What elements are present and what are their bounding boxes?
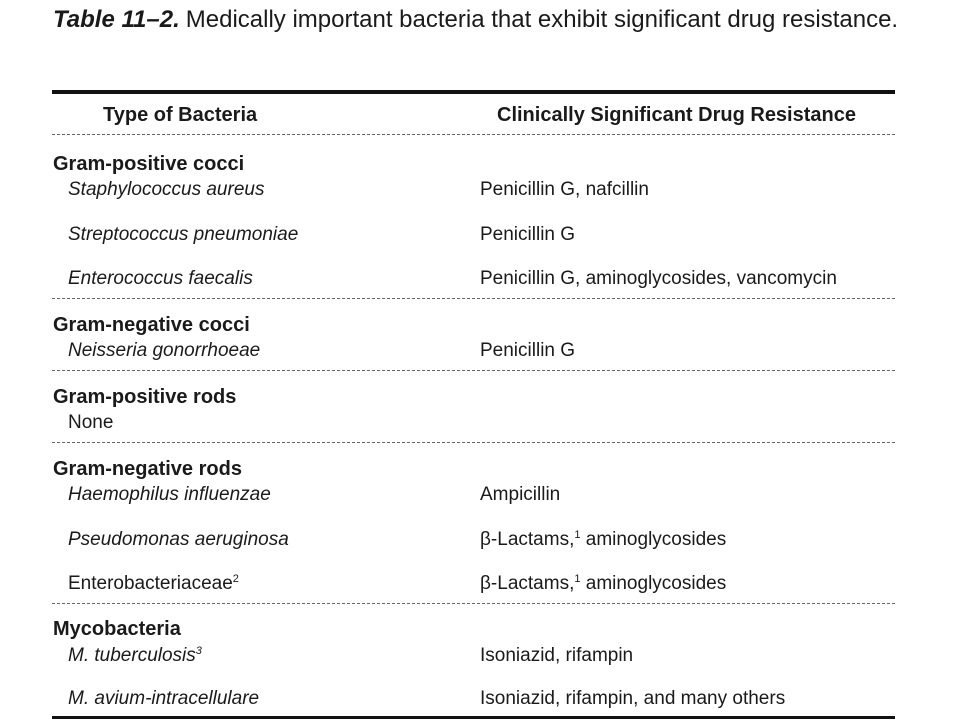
- caption-text: Medically important bacteria that exhibit significant drug resistance.: [185, 6, 899, 33]
- resistance-enterococcus-faecalis: Penicillin G, aminoglycosides, vancomycin: [480, 268, 837, 289]
- group-divider: [52, 298, 895, 299]
- footnote-marker: 1: [574, 573, 581, 585]
- group-divider: [52, 603, 895, 604]
- organism-none: None: [68, 412, 114, 433]
- footnote-marker: 2: [232, 573, 239, 585]
- resistance-text-rest: aminoglycosides: [585, 529, 727, 550]
- organism-enterobacteriaceae: [68, 571, 239, 597]
- organism-m-tuberculosis: [68, 643, 202, 669]
- header-divider: [52, 134, 895, 135]
- group-title-mycobacteria: Mycobacteria: [53, 618, 181, 640]
- organism-neisseria-gonorrhoeae: Neisseria gonorrhoeae: [68, 340, 261, 361]
- resistance-text: β-Lactams,: [480, 573, 575, 594]
- column-header-resistance: Clinically Significant Drug Resistance: [497, 104, 856, 126]
- table-number: Table 11–2.: [53, 6, 180, 33]
- table-bottom-rule: [52, 716, 895, 719]
- footnote-marker: 1: [574, 529, 581, 541]
- organism-m-avium-intracellulare: M. avium-intracellulare: [68, 688, 260, 709]
- group-title-gram-negative-rods: Gram-negative rods: [53, 458, 242, 480]
- organism-text: M. tuberculosis: [68, 645, 196, 666]
- group-title-gram-negative-cocci: Gram-negative cocci: [53, 314, 250, 336]
- organism-streptococcus-pneumoniae: Streptococcus pneumoniae: [68, 224, 299, 245]
- resistance-haemophilus-influenzae: Ampicillin: [480, 484, 561, 505]
- resistance-staphylococcus-aureus: Penicillin G, nafcillin: [480, 179, 649, 200]
- table-caption: [53, 4, 913, 36]
- group-divider: [52, 370, 895, 371]
- organism-enterococcus-faecalis: Enterococcus faecalis: [68, 268, 253, 289]
- resistance-m-avium-intracellulare: Isoniazid, rifampin, and many others: [480, 688, 786, 709]
- organism-staphylococcus-aureus: Staphylococcus aureus: [68, 179, 265, 200]
- table-top-rule: [52, 90, 895, 94]
- organism-text: Enterobacteriaceae: [68, 573, 233, 594]
- group-title-gram-positive-cocci: Gram-positive cocci: [53, 153, 245, 175]
- organism-pseudomonas-aeruginosa: Pseudomonas aeruginosa: [68, 529, 289, 550]
- group-title-gram-positive-rods: Gram-positive rods: [53, 386, 237, 408]
- resistance-pseudomonas-aeruginosa: [480, 527, 726, 553]
- resistance-text-rest: aminoglycosides: [585, 573, 727, 594]
- footnote-marker: 3: [195, 645, 202, 657]
- organism-haemophilus-influenzae: Haemophilus influenzae: [68, 484, 271, 505]
- resistance-m-tuberculosis: Isoniazid, rifampin: [480, 645, 634, 666]
- resistance-text: β-Lactams,: [480, 529, 575, 550]
- resistance-enterobacteriaceae: [480, 571, 726, 597]
- column-header-bacteria: Type of Bacteria: [103, 104, 258, 126]
- resistance-streptococcus-pneumoniae: Penicillin G: [480, 224, 576, 245]
- resistance-neisseria-gonorrhoeae: Penicillin G: [480, 340, 576, 361]
- group-divider: [52, 442, 895, 443]
